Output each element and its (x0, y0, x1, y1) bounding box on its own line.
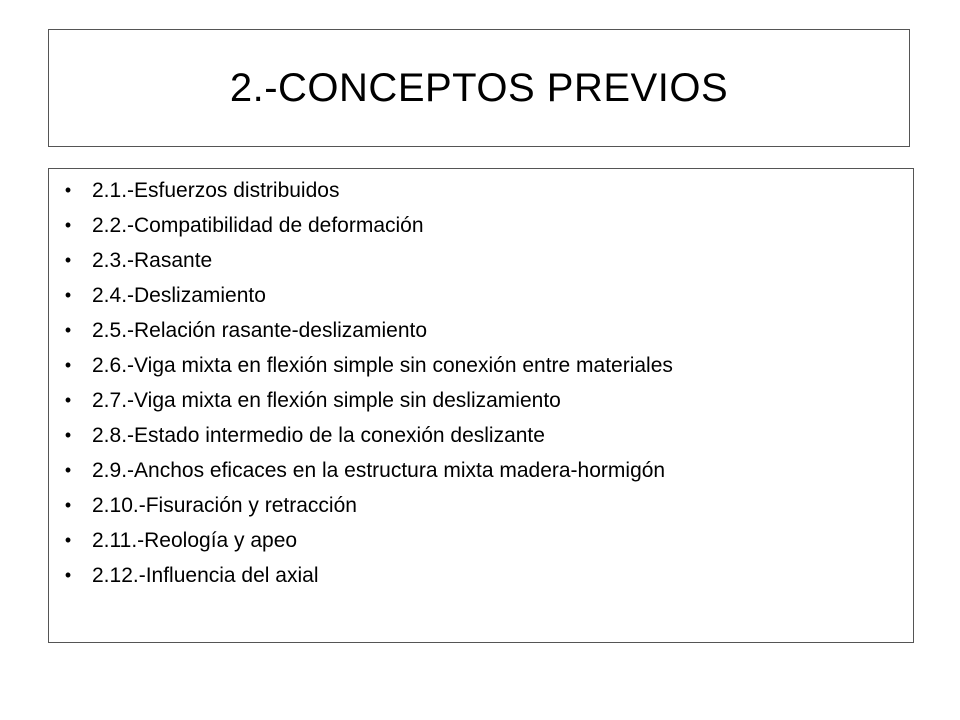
topic-list (49, 173, 913, 593)
list-item-label: 2.7.-Viga mixta en flexión simple sin deslizamiento (92, 389, 561, 412)
list-item-label: 2.8.-Estado intermedio de la conexión deslizante (92, 424, 545, 447)
list-item (49, 173, 913, 208)
list-item (49, 488, 913, 523)
bullet-icon: • (64, 215, 72, 235)
bullet-icon: • (64, 355, 72, 375)
title-box (48, 29, 910, 147)
list-item-label: 2.10.-Fisuración y retracción (92, 494, 357, 517)
list-item (49, 278, 913, 313)
list-item (49, 383, 913, 418)
bullet-icon: • (64, 320, 72, 340)
list-item-label: 2.6.-Viga mixta en flexión simple sin conexión entre materiales (92, 354, 673, 377)
bullet-icon: • (64, 390, 72, 410)
bullet-icon: • (64, 565, 72, 585)
bullet-icon: • (64, 530, 72, 550)
list-item-label: 2.4.-Deslizamiento (92, 284, 266, 307)
list-item (49, 523, 913, 558)
bullet-icon: • (64, 460, 72, 480)
list-item (49, 208, 913, 243)
list-item (49, 243, 913, 278)
list-item-label: 2.9.-Anchos eficaces en la estructura mixta madera-hormigón (92, 459, 666, 482)
bullet-icon: • (64, 495, 72, 515)
list-item (49, 313, 913, 348)
list-item-label: 2.5.-Relación rasante-deslizamiento (92, 319, 428, 342)
list-item-label: 2.12.-Influencia del axial (92, 564, 319, 587)
bullet-icon: • (64, 180, 72, 200)
list-item-label: 2.1.-Esfuerzos distribuidos (92, 179, 340, 202)
list-item (49, 418, 913, 453)
list-item (49, 453, 913, 488)
list-item-label: 2.3.-Rasante (92, 249, 213, 272)
content-box (48, 168, 914, 643)
bullet-icon: • (64, 425, 72, 445)
list-item (49, 558, 913, 593)
list-item-label: 2.11.-Reología y apeo (92, 529, 298, 552)
list-item (49, 348, 913, 383)
bullet-icon: • (64, 250, 72, 270)
page-title: 2.-CONCEPTOS PREVIOS (229, 66, 729, 110)
list-item-label: 2.2.-Compatibilidad de deformación (92, 214, 424, 237)
bullet-icon: • (64, 285, 72, 305)
